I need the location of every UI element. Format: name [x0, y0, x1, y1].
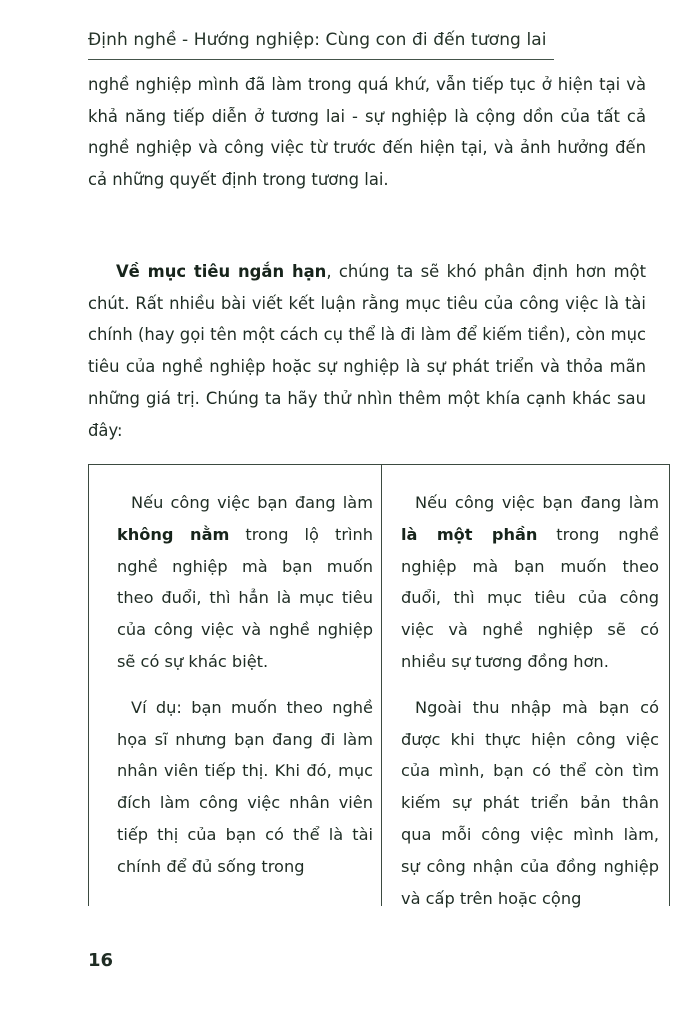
left-column	[117, 487, 373, 883]
left-p1-bold: không nằm	[117, 524, 230, 544]
page-number: 16	[88, 950, 114, 971]
paragraph-2-body: , chúng ta sẽ khó phân định hơn một chút. Rất nhiều bài viết kết luận rằng mục tiêu của công việc là tài chính (hay gọi tên một cách cụ thể là đi làm để kiếm tiền), còn mục tiêu của nghề nghiệp hoặc sự nghiệp là sự phát triển và thỏa mãn những giá trị. Chúng ta hãy thử nhìn thêm một khía cạnh khác sau đây:	[88, 262, 646, 440]
paragraph-1: nghề nghiệp mình đã làm trong quá khứ, vẫn tiếp tục ở hiện tại và khả năng tiếp diễn ở tương lai - sự nghiệp là cộng dồn của tất cả nghề nghiệp và công việc từ trước đến hiện tại, và ảnh hưởng đến cả những quyết định trong tương lai.	[88, 75, 646, 190]
comparison-table	[88, 464, 670, 906]
right-p1-intro: Nếu công việc bạn đang làm	[415, 493, 659, 512]
paragraph-2-bold-lead: Về mục tiêu ngắn hạn	[116, 262, 327, 281]
right-paragraph-2: Ngoài thu nhập mà bạn có được khi thực hiện công việc của mình, bạn có thể còn tìm kiếm sự phát triển bản thân qua mỗi công việc mình làm, sự công nhận của đồng nghiệp và cấp trên hoặc cộng	[401, 697, 659, 908]
left-p1-intro: Nếu công việc bạn đang làm	[131, 493, 373, 512]
left-p1-body: trong lộ trình nghề nghiệp mà bạn muốn theo đuổi, thì hẳn là mục tiêu của công việc và nghề nghiệp sẽ có sự khác biệt.	[117, 524, 373, 671]
column-divider	[381, 465, 382, 906]
right-p1-bold: là một phần	[401, 524, 538, 544]
header-rule	[88, 59, 554, 60]
left-paragraph-2: Ví dụ: bạn muốn theo nghề họa sĩ nhưng bạn đang đi làm nhân viên tiếp thị. Khi đó, mục đích làm công việc nhân viên tiếp thị của bạn có thể là tài chính để đủ sống trong	[117, 697, 373, 876]
left-paragraph-1	[117, 487, 373, 678]
paragraph-2	[88, 256, 646, 446]
right-paragraph-1	[401, 487, 659, 678]
right-p1-body: trong nghề nghiệp mà bạn muốn theo đuổi, thì mục tiêu của công việc và nghề nghiệp sẽ có nhiều sự tương đồng hơn.	[401, 524, 659, 671]
running-header: Định nghề - Hướng nghiệp: Cùng con đi đến tương lai	[88, 30, 547, 50]
right-column	[401, 487, 659, 914]
